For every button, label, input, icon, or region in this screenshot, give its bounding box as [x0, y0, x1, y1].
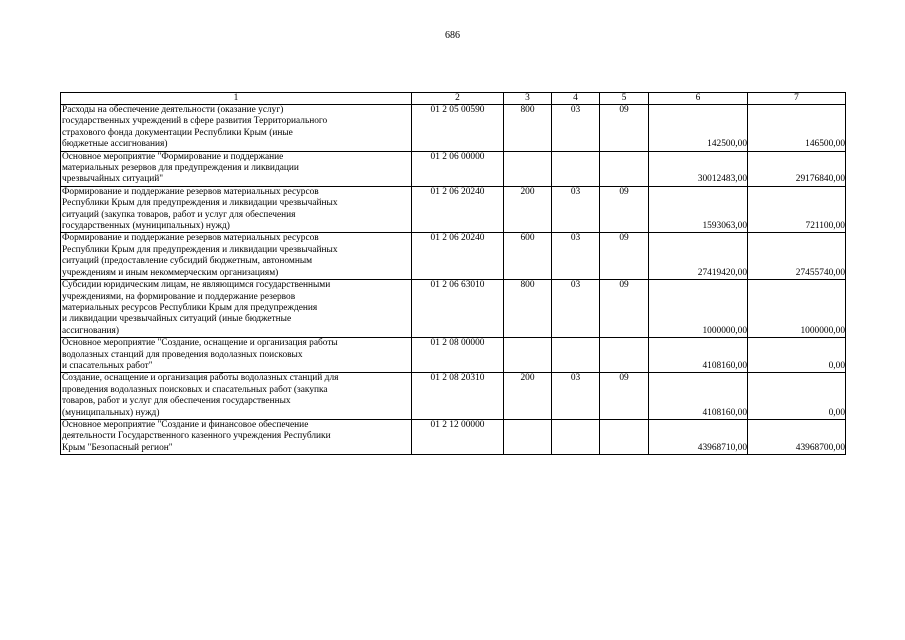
- row-name-line: и спасательных работ": [62, 360, 153, 371]
- row-code-cell: 01 2 06 20240: [412, 233, 504, 280]
- table-row: [61, 186, 846, 233]
- row-subsection-cell: 09: [600, 280, 649, 338]
- column-header: 7: [748, 93, 846, 105]
- row-amount-col6-cell: 27419420,00: [649, 233, 748, 280]
- row-name-line: Создание, оснащение и организация работы водолазных станций для: [62, 373, 339, 384]
- row-expense-type-cell: [504, 151, 552, 186]
- row-expense-type-cell: 800: [504, 280, 552, 338]
- row-amount-col7-cell: 29176840,00: [748, 151, 846, 186]
- row-expense-type-cell: 800: [504, 105, 552, 152]
- row-amount-col7-cell: 1000000,00: [748, 280, 846, 338]
- row-amount-col6-cell: 142500,00: [649, 105, 748, 152]
- table-row: [61, 233, 846, 280]
- row-name-line: Основное мероприятие "Создание и финансовое обеспечение: [62, 419, 309, 430]
- row-name-line: Формирование и поддержание резервов материальных ресурсов: [62, 233, 319, 244]
- row-amount-col6-cell: 1593063,00: [649, 186, 748, 233]
- row-name-cell: [61, 186, 412, 233]
- row-name-line: Республики Крым для предупреждения и ликвидации чрезвычайных: [62, 198, 338, 209]
- row-name-line: Основное мероприятие "Создание, оснащение и организация работы: [62, 338, 338, 349]
- row-name-cell: [61, 280, 412, 338]
- row-amount-col7-cell: 43968700,00: [748, 419, 846, 454]
- row-amount-col7-cell: 0,00: [748, 338, 846, 373]
- row-name-line: бюджетные ассигнования): [62, 139, 168, 150]
- row-code-cell: 01 2 12 00000: [412, 419, 504, 454]
- column-header: 6: [649, 93, 748, 105]
- row-name-line: материальных резервов для предупреждения и ликвидации: [62, 163, 299, 174]
- row-subsection-cell: [600, 419, 649, 454]
- row-subsection-cell: [600, 338, 649, 373]
- row-subsection-cell: 09: [600, 186, 649, 233]
- row-amount-col6-cell: 30012483,00: [649, 151, 748, 186]
- row-name-line: проведения водолазных поисковых и спасательных работ (закупка: [62, 384, 328, 395]
- row-name-line: водолазных станций для проведения водолазных поисковых: [62, 349, 303, 360]
- row-name-line: ситуаций (предоставление субсидий бюджетным, автономным: [62, 256, 313, 267]
- row-expense-type-cell: [504, 419, 552, 454]
- row-name-line: деятельности Государственного казенного учреждения Республики: [62, 431, 331, 442]
- table-row: [61, 419, 846, 454]
- column-header: 5: [600, 93, 649, 105]
- row-name-cell: [61, 233, 412, 280]
- row-subsection-cell: 09: [600, 373, 649, 420]
- column-header: 4: [552, 93, 600, 105]
- row-amount-col7-cell: 27455740,00: [748, 233, 846, 280]
- row-section-cell: 03: [552, 186, 600, 233]
- row-amount-col7-cell: 146500,00: [748, 105, 846, 152]
- row-subsection-cell: [600, 151, 649, 186]
- row-name-line: Крым "Безопасный регион": [62, 442, 173, 453]
- table-row: [61, 280, 846, 338]
- table-row: [61, 373, 846, 420]
- row-name-line: учреждениям и иным некоммерческим организациям): [62, 267, 279, 278]
- row-name-line: Основное мероприятие "Формирование и поддержание: [62, 151, 284, 162]
- table-row: [61, 338, 846, 373]
- row-name-line: (муниципальных) нужд): [62, 407, 160, 418]
- row-section-cell: 03: [552, 373, 600, 420]
- row-expense-type-cell: 200: [504, 373, 552, 420]
- row-name-cell: [61, 373, 412, 420]
- row-section-cell: [552, 419, 600, 454]
- row-code-cell: 01 2 08 00000: [412, 338, 504, 373]
- row-name-line: страхового фонда документации Республики Крым (иные: [62, 127, 293, 138]
- row-name-line: чрезвычайных ситуаций": [62, 174, 164, 185]
- table-header-row: [61, 93, 846, 105]
- row-subsection-cell: 09: [600, 233, 649, 280]
- row-amount-col7-cell: 0,00: [748, 373, 846, 420]
- row-name-line: Формирование и поддержание резервов материальных ресурсов: [62, 186, 319, 197]
- row-name-cell: [61, 338, 412, 373]
- row-section-cell: [552, 338, 600, 373]
- row-code-cell: 01 2 06 20240: [412, 186, 504, 233]
- row-section-cell: [552, 151, 600, 186]
- row-amount-col6-cell: 43968710,00: [649, 419, 748, 454]
- row-name-line: государственных (муниципальных) нужд): [62, 221, 230, 232]
- row-name-line: ситуаций (закупка товаров, работ и услуг для обеспечения: [62, 209, 296, 220]
- row-amount-col7-cell: 721100,00: [748, 186, 846, 233]
- column-header: 1: [61, 93, 412, 105]
- row-name-cell: [61, 105, 412, 152]
- row-section-cell: 03: [552, 105, 600, 152]
- row-name-cell: [61, 151, 412, 186]
- row-expense-type-cell: [504, 338, 552, 373]
- row-expense-type-cell: 600: [504, 233, 552, 280]
- table-row: [61, 105, 846, 152]
- row-section-cell: 03: [552, 280, 600, 338]
- column-header: 2: [412, 93, 504, 105]
- row-name-line: государственных учреждений в сфере развития Территориального: [62, 116, 328, 127]
- row-name-line: учреждениями, на формирование и поддержание резервов: [62, 291, 296, 302]
- row-name-line: ассигнования): [62, 325, 119, 336]
- row-name-line: Субсидии юридическим лицам, не являющимся государственными: [62, 280, 331, 291]
- column-header: 3: [504, 93, 552, 105]
- table-row: [61, 151, 846, 186]
- row-name-cell: [61, 419, 412, 454]
- row-amount-col6-cell: 4108160,00: [649, 373, 748, 420]
- row-subsection-cell: 09: [600, 105, 649, 152]
- row-code-cell: 01 2 05 00590: [412, 105, 504, 152]
- row-name-line: Расходы на обеспечение деятельности (оказание услуг): [62, 105, 284, 115]
- row-name-line: Республики Крым для предупреждения и ликвидации чрезвычайных: [62, 244, 338, 255]
- row-expense-type-cell: 200: [504, 186, 552, 233]
- budget-table: [60, 92, 846, 455]
- row-code-cell: 01 2 06 00000: [412, 151, 504, 186]
- row-section-cell: 03: [552, 233, 600, 280]
- row-code-cell: 01 2 06 63010: [412, 280, 504, 338]
- row-code-cell: 01 2 08 20310: [412, 373, 504, 420]
- row-name-line: материальных ресурсов Республики Крым для предупреждения: [62, 302, 318, 313]
- row-name-line: товаров, работ и услуг для обеспечения государственных: [62, 396, 291, 407]
- row-amount-col6-cell: 4108160,00: [649, 338, 748, 373]
- row-amount-col6-cell: 1000000,00: [649, 280, 748, 338]
- row-name-line: и ликвидации чрезвычайных ситуаций (иные бюджетные: [62, 314, 292, 325]
- page-number: 686: [445, 30, 460, 41]
